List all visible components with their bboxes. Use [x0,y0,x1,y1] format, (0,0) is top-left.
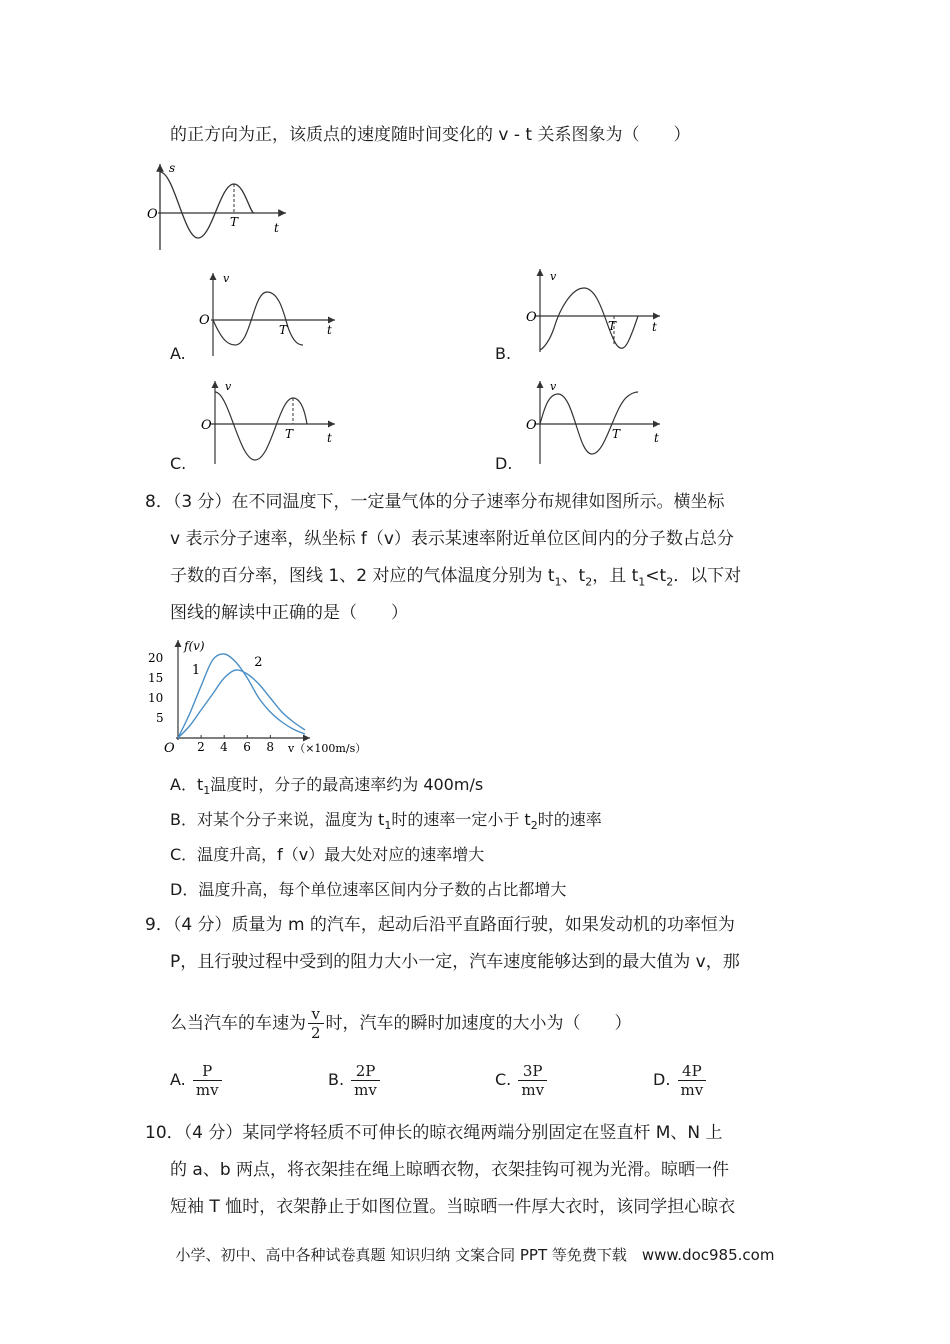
q9-option-c[interactable]: C. $\frac{3P}{mv}$ [495,1062,549,1099]
q9-line-3: 么当汽车的车速为 $\frac{v}{2}$ 时，汽车的瞬时加速度的大小为（ ） [170,1005,632,1042]
b-curve [540,288,638,350]
q10-line-2: 的 a、b 两点，将衣架挂在绳上晾晒衣物，衣架挂钩可视为光滑。晾晒一件 [170,1160,730,1180]
q7-option-c-label[interactable]: C. [170,454,187,473]
y-tick-label: 20 [148,651,164,665]
q8-line-3: 子数的百分率，图线 1、2 对应的气体温度分别为 $t_1$、$t_2$，且 $t_1<t_2$．以下对 [170,566,742,589]
q8-line-4: 图线的解读中正确的是（ ） [170,603,408,623]
c-curve [215,392,307,460]
q7-option-a-label[interactable]: A. [170,344,186,363]
svg-text:O: O [526,310,537,325]
d-curve [540,392,638,454]
v-over-2-fraction: $\frac{v}{2}$ [308,1005,324,1042]
q7-s-t-graph [140,160,300,252]
y-tick-label: 10 [148,691,164,705]
series-2-line [178,670,305,738]
s-ylabel: s [169,161,176,175]
s-origin: O [147,207,158,222]
q7-option-a-graph[interactable] [195,268,345,358]
q9-option-a[interactable]: A. $\frac{P}{mv}$ [170,1062,224,1099]
svg-text:O: O [526,418,537,433]
x-tick-label: 8 [266,740,275,754]
x-tick-label: 2 [197,740,205,754]
q10-line-1: 10．（4 分）某同学将轻质不可伸长的晾衣绳两端分别固定在竖直杆 M、N 上 [145,1123,723,1143]
x-tick-label: 4 [220,740,228,754]
q9-line-2: P，且行驶过程中受到的阻力大小一定，汽车速度能够达到的最大值为 v，那 [170,952,740,972]
x-tick-label: 6 [243,740,251,754]
dist-xlabel: v（×100m/s） [288,742,367,755]
a-curve [213,292,303,345]
svg-text:v: v [550,380,557,393]
s-xlabel: t [274,221,279,235]
q7-intro-text: 的正方向为正，该质点的速度随时间变化的 v - t 关系图象为（ ） [170,125,691,145]
svg-text:t: t [327,431,332,445]
q8-option-b[interactable]: B．对某个分子来说，温度为 $t_1$时的速率一定小于 $t_2$时的速率 [170,810,602,833]
series-1-label: 1 [191,663,201,678]
svg-text:t: t [652,320,657,334]
svg-text:T: T [285,427,294,441]
dist-ylabel: f(v) [184,639,205,653]
q9-option-d[interactable]: D. $\frac{4P}{mv}$ [653,1062,708,1099]
svg-text:t: t [327,323,332,337]
q10-line-3: 短袖 T 恤时，衣架静止于如图位置。当晾晒一件厚大衣时，该同学担心晾衣 [170,1197,736,1217]
q7-option-d-label[interactable]: D. [495,454,513,473]
page-footer: 小学、初中、高中各种试卷真题 知识归纳 文案合同 PPT 等免费下载 www.doc985.com [175,1246,775,1264]
q8-option-d[interactable]: D．温度升高，每个单位速率区间内分子数的占比都增大 [170,880,567,899]
svg-text:O: O [199,313,210,328]
q8-distribution-chart [140,632,385,758]
q9-option-b[interactable]: B. $\frac{2P}{mv}$ [328,1062,382,1099]
svg-text:v: v [550,270,557,283]
q8-line-2: v 表示分子速率，纵坐标 f（v）表示某速率附近单位区间内的分子数占总分 [170,529,734,549]
series-2-label: 2 [254,655,263,670]
svg-text:v: v [223,272,230,285]
y-tick-label: 5 [156,711,164,725]
q7-option-d-graph[interactable] [520,376,670,468]
q8-option-c[interactable]: C．温度升高，f（v）最大处对应的速率增大 [170,845,485,864]
dist-origin: O [164,741,175,756]
q8-option-a[interactable]: A．$t_1$温度时，分子的最高速率约为 400m/s [170,775,484,798]
svg-text:T: T [608,319,617,333]
s-curve [160,172,254,238]
svg-text:T: T [612,427,621,441]
q9-line-1: 9．（4 分）质量为 m 的汽车，起动后沿平直路面行驶，如果发动机的功率恒为 [145,915,735,935]
s-period: T [230,215,239,229]
svg-text:T: T [279,323,288,337]
svg-text:t: t [654,431,659,445]
y-tick-label: 15 [148,671,164,685]
q7-option-c-graph[interactable] [195,376,345,468]
q7-option-b-label[interactable]: B. [495,344,512,363]
svg-text:O: O [201,418,212,433]
q7-option-b-graph[interactable] [520,264,670,356]
svg-text:v: v [225,380,232,393]
q8-line-1: 8．（3 分）在不同温度下，一定量气体的分子速率分布规律如图所示。横坐标 [145,492,725,512]
